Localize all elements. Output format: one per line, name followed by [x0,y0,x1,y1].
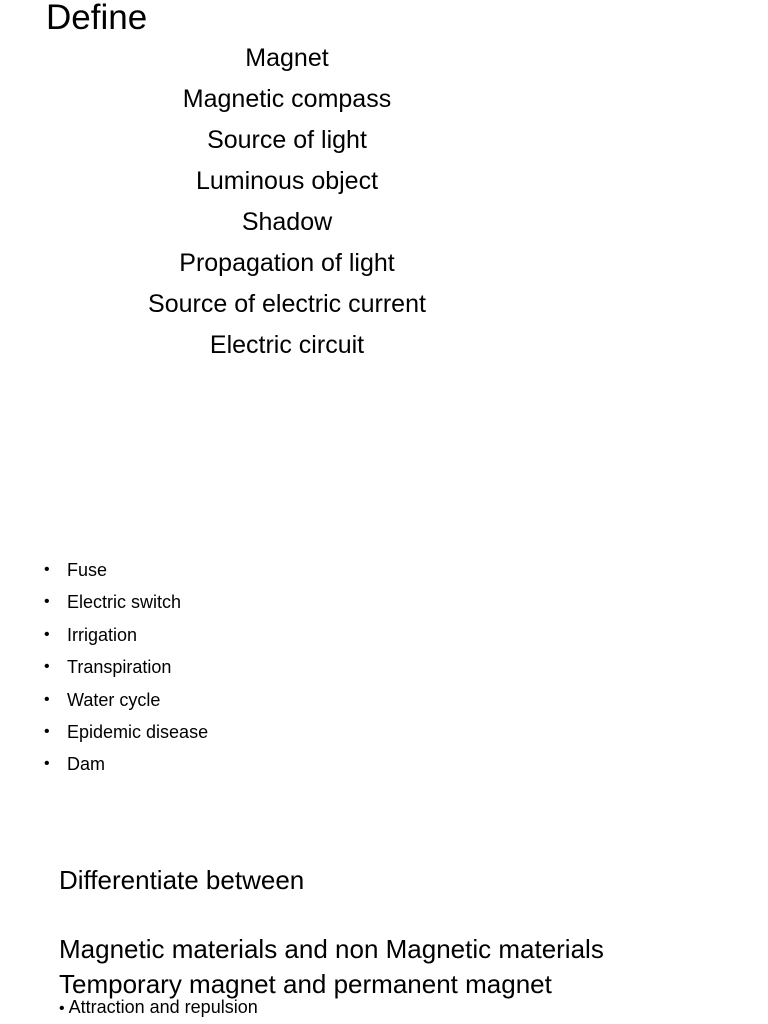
bullet-icon: • [44,722,50,740]
list-item-label: Transpiration [67,657,172,678]
bullet-icon: • [44,755,50,773]
term-item: Propagation of light [179,249,395,277]
list-item-label: Dam [67,754,106,775]
list-item-label: Water cycle [67,689,161,710]
list-item-label: Attraction and repulsion [68,997,258,1017]
list-item [44,619,208,651]
terms-bullet-list [44,554,208,781]
list-item-label: Irrigation [67,624,138,645]
term-item: Shadow [241,208,333,236]
slide-title: Define [46,0,148,37]
term-item: Source of electric current [148,290,426,318]
bullet-icon: • [59,1000,65,1017]
differentiate-line: Magnetic materials and non Magnetic materials [59,934,604,964]
bullet-icon: • [44,561,50,578]
list-item [44,554,208,586]
list-item-label: Fuse [67,560,108,580]
define-terms-list [0,38,574,366]
term-item: Electric circuit [209,331,365,359]
term-item: Magnet [245,44,329,72]
list-item [44,748,208,780]
bullet-icon: • [44,690,50,708]
list-item-label: Epidemic disease [67,721,209,742]
bullet-icon: • [44,593,50,611]
list-item [44,586,208,618]
differentiate-heading: Differentiate between [59,865,305,895]
list-item-label: Electric switch [67,592,182,613]
term-item: Magnetic compass [182,85,392,113]
list-item [44,651,208,683]
list-item [59,994,258,1022]
list-item [44,716,208,748]
differentiate-line: Temporary magnet and permanent magnet [59,969,552,999]
term-item: Source of light [207,126,367,154]
bullet-icon: • [44,658,50,676]
overlap-bullet-list [59,994,258,1022]
term-item: Luminous object [195,167,379,195]
bullet-icon: • [44,625,50,643]
list-item [44,684,208,716]
